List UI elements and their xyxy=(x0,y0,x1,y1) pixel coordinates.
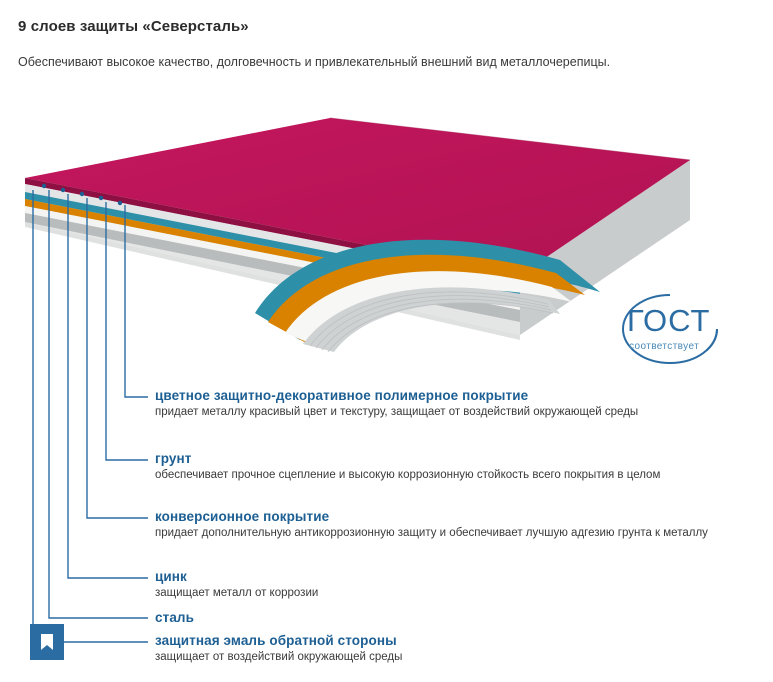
legend-item-3 xyxy=(155,509,755,541)
legend-item-2-desc: обеспечивает прочное сцепление и высокую коррозионную стойкость всего покрытия в целом xyxy=(155,469,661,481)
gost-label: ГОСТ xyxy=(627,303,711,338)
legend-item-4-title: цинк xyxy=(155,569,187,584)
legend-item-2 xyxy=(155,451,755,483)
bookmark-icon[interactable] xyxy=(30,624,64,660)
page-title: 9 слоев защиты «Северсталь» xyxy=(18,18,249,35)
legend-item-1-desc: придает металлу красивый цвет и текстуру, защищает от воздействий окружающей среды xyxy=(155,406,639,418)
gost-badge xyxy=(605,283,735,375)
legend-item-4-desc: защищает металл от коррозии xyxy=(155,587,319,599)
legend-item-4 xyxy=(155,569,755,601)
legend-item-3-desc: придает дополнительную антикоррозионную защиту и обеспечивает лучшую адгезию грунта к металлу xyxy=(155,527,708,539)
page-subtitle: Обеспечивают высокое качество, долговечность и привлекательный внешний вид металлочерепицы. xyxy=(18,55,611,69)
legend-item-1-title: цветное защитно-декоративное полимерное покрытие xyxy=(155,388,529,403)
legend-item-6 xyxy=(155,633,755,665)
legend-item-1 xyxy=(155,388,755,420)
legend-item-6-desc: защищает от воздействий окружающей среды xyxy=(155,651,403,663)
gost-sublabel: соответствует xyxy=(629,341,700,352)
legend-item-5 xyxy=(155,610,755,627)
legend-item-6-title: защитная эмаль обратной стороны xyxy=(155,633,397,648)
legend-item-5-title: сталь xyxy=(155,610,195,625)
legend-item-2-title: грунт xyxy=(155,451,192,466)
legend-item-3-title: конверсионное покрытие xyxy=(155,509,330,524)
